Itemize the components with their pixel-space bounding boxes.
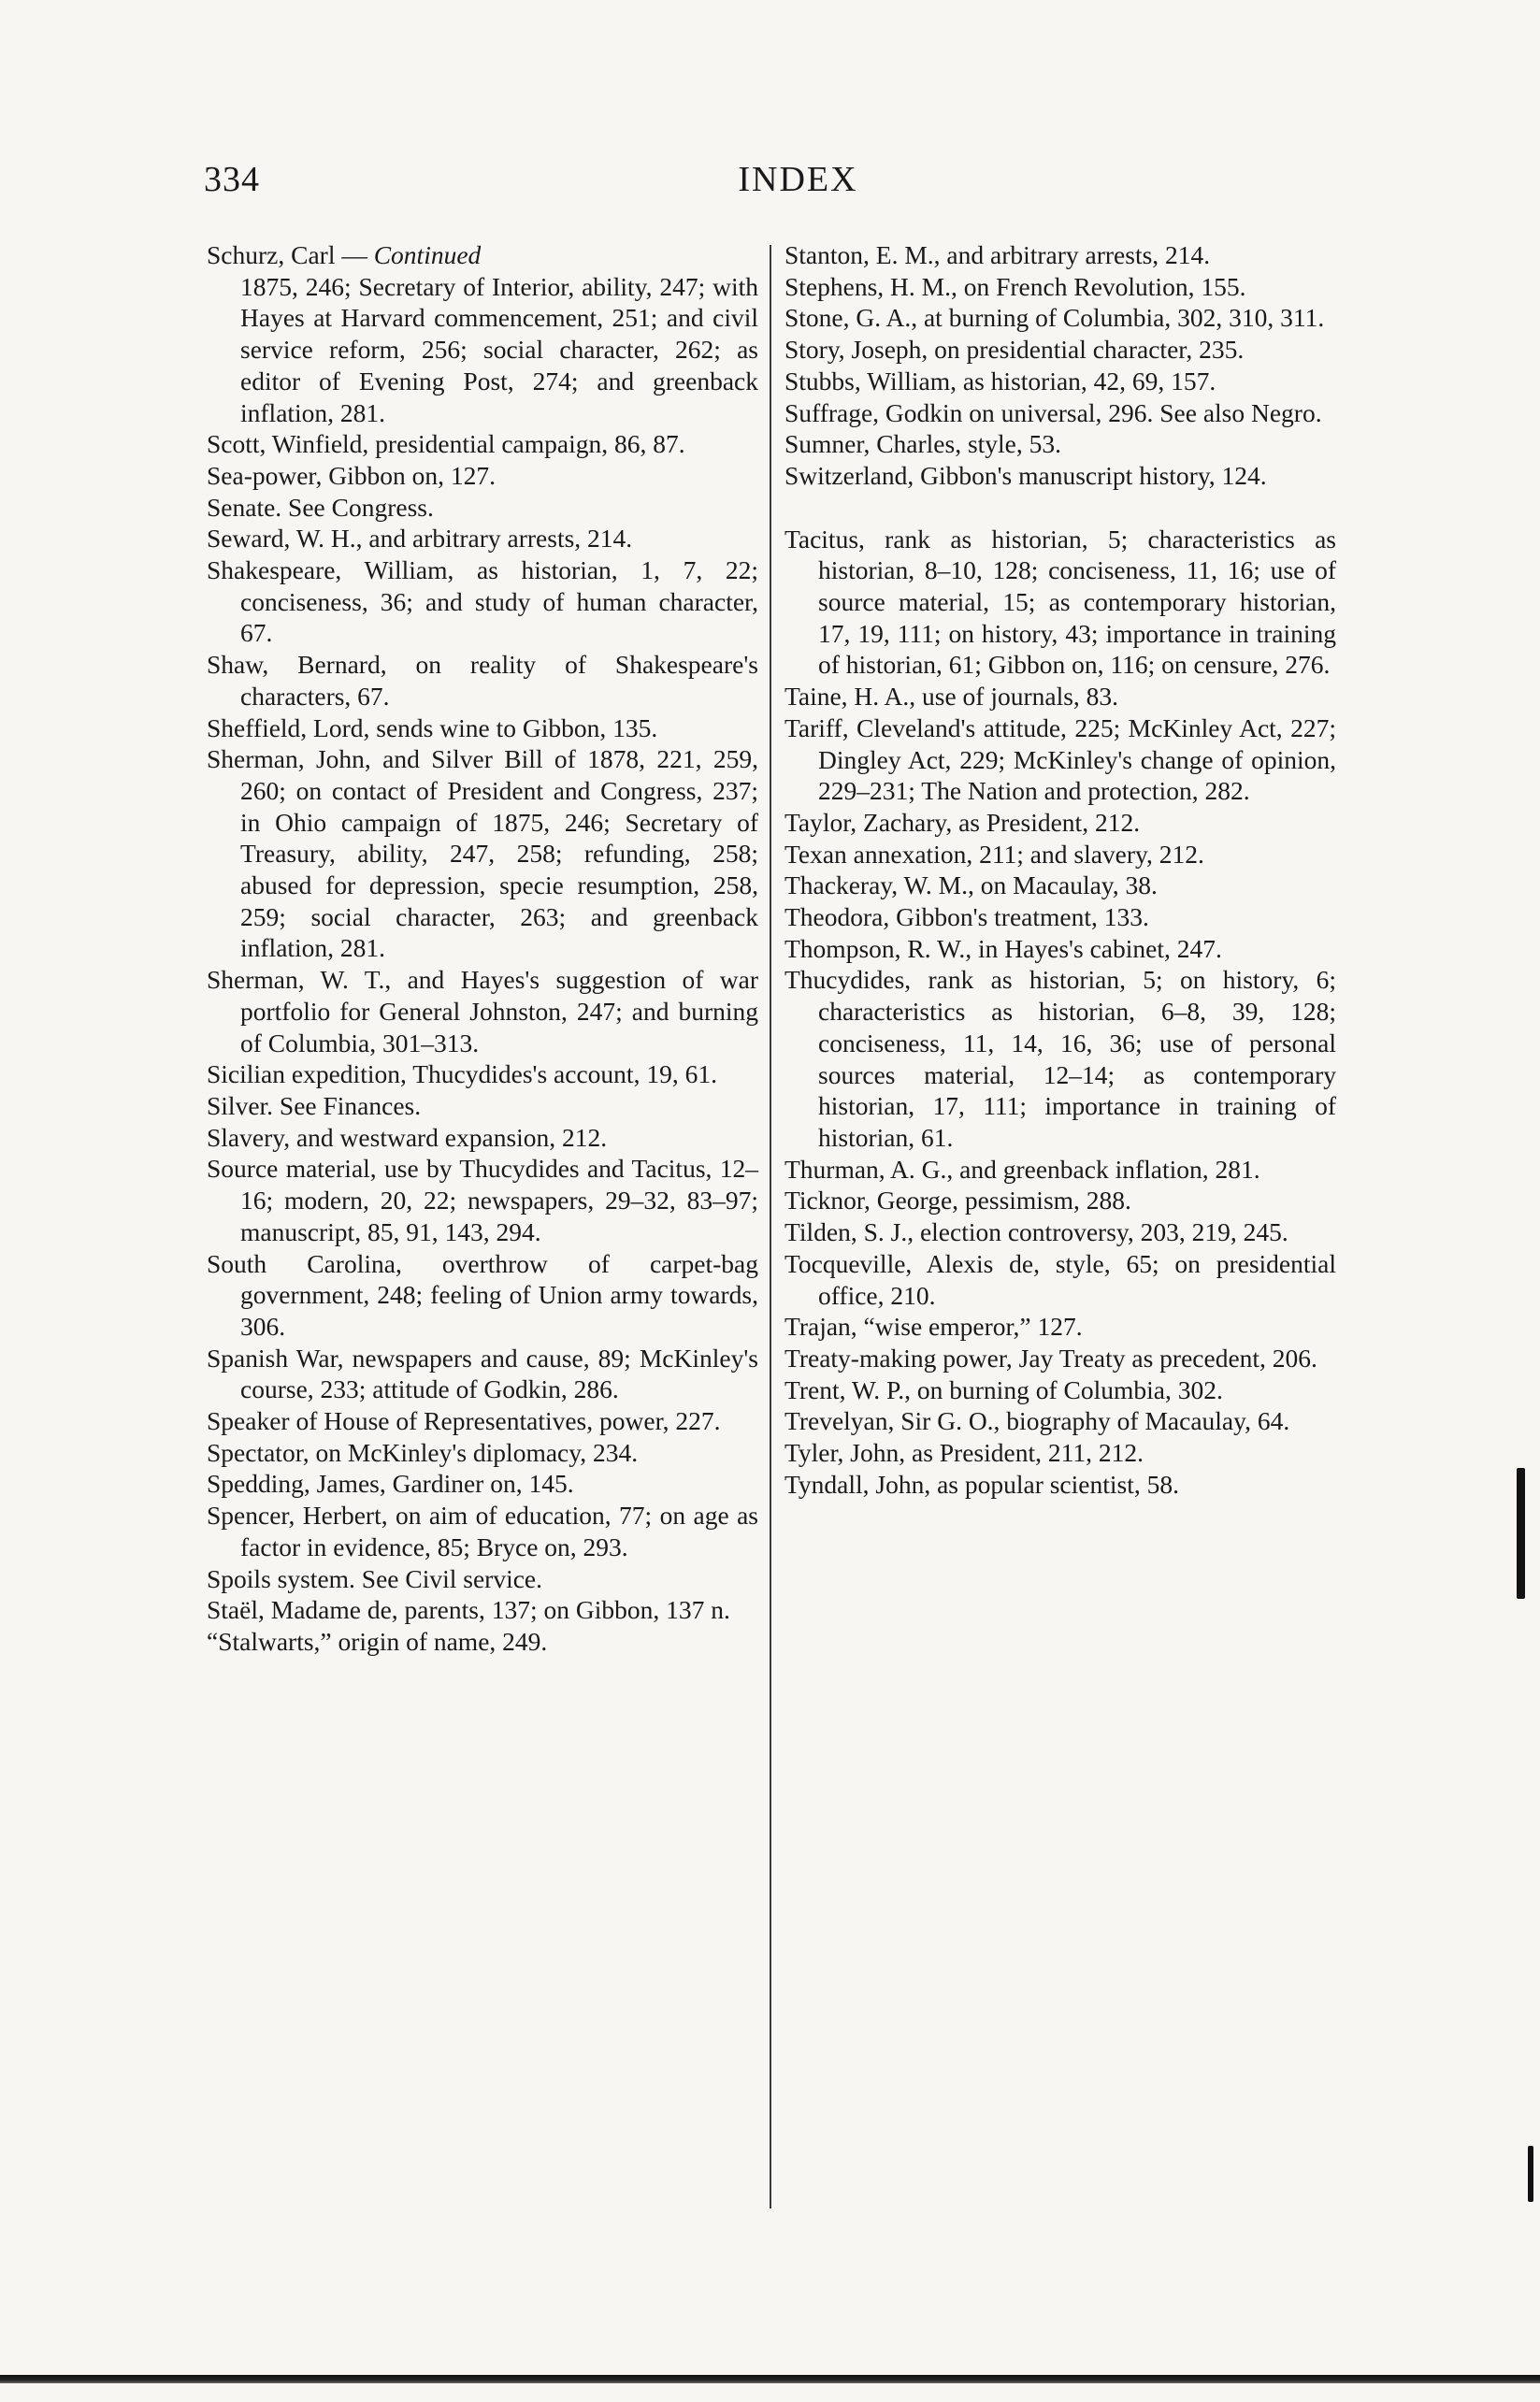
bottom-edge-rule xyxy=(0,2375,1540,2383)
entry-text: Tyler, John, as President, 211, 212. xyxy=(784,1438,1144,1468)
entry-text: Tocqueville, Alexis de, style, 65; on presidential office, 210. xyxy=(784,1248,1336,1310)
index-entry xyxy=(784,1374,1336,1406)
index-entry xyxy=(784,271,1336,303)
index-entry xyxy=(207,1058,758,1090)
index-entry xyxy=(784,1216,1336,1248)
index-column-right xyxy=(784,239,1336,1500)
entry-text: Speaker of House of Representatives, power, 227. xyxy=(207,1406,721,1436)
index-entry xyxy=(784,428,1336,460)
index-entry xyxy=(207,239,758,428)
index-entry xyxy=(207,523,758,554)
entry-text: Spanish War, newspapers and cause, 89; McKinley's course, 233; attitude of Godkin, 286. xyxy=(207,1343,758,1404)
entry-text: Stubbs, William, as historian, 42, 69, 157. xyxy=(784,366,1216,396)
entry-heading: Schurz, Carl — xyxy=(207,240,374,269)
index-entry xyxy=(784,239,1336,271)
index-entry xyxy=(784,1469,1336,1501)
entry-text: Sherman, John, and Silver Bill of 1878, 221, 259, 260; on contact of President and Congress, 237; in Ohio campaign of 1875, 246; Secretary of Treasury, ability, 247, 258; refunding, 258; abused for depression, specie resumption, 258, 259; social character, 263; and greenback inflation, 281. xyxy=(207,744,758,963)
index-entry xyxy=(784,712,1336,807)
entry-text: Silver. See Finances. xyxy=(207,1090,422,1120)
entry-text: Tacitus, rank as historian, 5; characteristics as historian, 8–10, 128; conciseness, 11, 16; use of source material, 15; as contemporary historian, 17, 19, 111; on history, 43; importance in training of historian, 61; Gibbon on, 116; on censure, 276. xyxy=(784,524,1336,680)
entry-text: Spoils system. See Civil service. xyxy=(207,1563,543,1593)
entry-text: Thucydides, rank as historian, 5; on history, 6; characteristics as historian, 6–8, 39, 128; conciseness, 11, 14, 16, 36; use of personal sources material, 12–14; as contemporary historian, 17, 111; importance in training of historian, 61. xyxy=(784,965,1336,1152)
index-entry xyxy=(784,964,1336,1153)
entry-text: Spectator, on McKinley's diplomacy, 234. xyxy=(207,1437,639,1467)
entry-text: Thurman, A. G., and greenback inflation, 281. xyxy=(784,1154,1260,1184)
entry-text: Trent, W. P., on burning of Columbia, 302. xyxy=(784,1374,1223,1404)
scan-edge-mark xyxy=(1528,2146,1533,2202)
entry-text: South Carolina, overthrow of carpet-bag government, 248; feeling of Union army towards, 306. xyxy=(207,1248,758,1341)
index-entry xyxy=(784,524,1336,682)
index-entry xyxy=(784,1437,1336,1469)
index-entry xyxy=(784,302,1336,334)
entry-text: Sumner, Charles, style, 53. xyxy=(784,429,1062,459)
index-entry xyxy=(784,1248,1336,1311)
index-column-left xyxy=(207,239,758,1658)
entry-text: Senate. See Congress. xyxy=(207,492,434,522)
continued-label: Continued xyxy=(373,240,482,269)
index-entry xyxy=(207,1468,758,1500)
index-entry xyxy=(784,807,1336,839)
entry-text: 1875, 246; Secretary of Interior, ability, 247; with Hayes at Harvard commencement, 251; and civil service reform, 256; social character, 262; as editor of Evening Post, 274; and greenback inflation, 281. xyxy=(240,271,758,427)
entry-text: Trajan, “wise emperor,” 127. xyxy=(784,1312,1083,1342)
entry-text: Spedding, James, Gardiner on, 145. xyxy=(207,1469,574,1499)
entry-text: Switzerland, Gibbon's manuscript history, 124. xyxy=(784,460,1267,490)
index-entry xyxy=(784,397,1336,429)
index-entry xyxy=(784,839,1336,870)
entry-text: Theodora, Gibbon's treatment, 133. xyxy=(784,902,1149,932)
entry-text: Taine, H. A., use of journals, 83. xyxy=(784,682,1119,712)
entry-text: Treaty-making power, Jay Treaty as precedent, 206. xyxy=(784,1343,1317,1373)
entry-text: Thackeray, W. M., on Macaulay, 38. xyxy=(784,870,1158,900)
index-entry xyxy=(784,933,1336,965)
index-entry xyxy=(207,649,758,712)
index-entry xyxy=(784,460,1336,492)
entry-text: Sicilian expedition, Thucydides's account, 19, 61. xyxy=(207,1059,717,1089)
index-entry xyxy=(207,1248,758,1343)
index-entry xyxy=(207,1122,758,1154)
running-head: INDEX xyxy=(738,160,858,199)
index-entry xyxy=(207,1405,758,1437)
entry-text: Stanton, E. M., and arbitrary arrests, 214. xyxy=(784,240,1211,269)
entry-text: Stephens, H. M., on French Revolution, 155. xyxy=(784,271,1246,301)
index-entry xyxy=(207,1626,758,1658)
entry-text: Trevelyan, Sir G. O., biography of Macaulay, 64. xyxy=(784,1406,1290,1436)
index-entry xyxy=(207,1090,758,1122)
index-entry xyxy=(784,681,1336,712)
index-entry xyxy=(207,1500,758,1562)
index-entry xyxy=(784,366,1336,397)
entry-text: Shaw, Bernard, on reality of Shakespeare's characters, 67. xyxy=(207,650,758,711)
index-entry xyxy=(784,1185,1336,1216)
index-entry xyxy=(784,1154,1336,1186)
entry-text: Slavery, and westward expansion, 212. xyxy=(207,1122,608,1152)
index-entry xyxy=(207,1594,758,1626)
index-entry xyxy=(784,901,1336,933)
entry-text: Sea-power, Gibbon on, 127. xyxy=(207,460,496,490)
index-entry xyxy=(784,1405,1336,1437)
entry-text: Scott, Winfield, presidential campaign, 86, 87. xyxy=(207,429,685,459)
entry-text: Sheffield, Lord, sends wine to Gibbon, 135. xyxy=(207,712,658,742)
index-entry xyxy=(207,1437,758,1469)
index-entry xyxy=(784,334,1336,366)
entry-text: Taylor, Zachary, as President, 212. xyxy=(784,807,1141,837)
index-entry xyxy=(207,964,758,1058)
page-number: 334 xyxy=(204,160,260,199)
index-entry xyxy=(207,1563,758,1595)
index-entry xyxy=(207,492,758,524)
page-header xyxy=(0,159,1540,215)
entry-text: Tilden, S. J., election controversy, 203, 219, 245. xyxy=(784,1217,1288,1247)
entry-text: Ticknor, George, pessimism, 288. xyxy=(784,1186,1131,1215)
section-gap xyxy=(784,492,1336,524)
index-entry xyxy=(784,1343,1336,1374)
index-entry xyxy=(784,1311,1336,1343)
entry-text: Texan annexation, 211; and slavery, 212. xyxy=(784,839,1204,869)
entry-text: Suffrage, Godkin on universal, 296. See also Negro. xyxy=(784,397,1322,427)
entry-text: Source material, use by Thucydides and Tacitus, 12–16; modern, 20, 22; newspapers, 29–32, 83–97; manuscript, 85, 91, 143, 294. xyxy=(207,1154,758,1246)
entry-text: Story, Joseph, on presidential character, 235. xyxy=(784,335,1245,365)
entry-text: Stone, G. A., at burning of Columbia, 302, 310, 311. xyxy=(784,303,1325,333)
entry-text: “Stalwarts,” origin of name, 249. xyxy=(207,1626,548,1656)
index-entry xyxy=(207,743,758,964)
index-entry xyxy=(207,554,758,649)
index-entry xyxy=(207,1153,758,1247)
entry-text: Spencer, Herbert, on aim of education, 77; on age as factor in evidence, 85; Bryce on, 293. xyxy=(207,1501,758,1561)
column-divider xyxy=(770,245,771,2208)
index-entry xyxy=(207,712,758,744)
entry-text: Shakespeare, William, as historian, 1, 7, 22; conciseness, 36; and study of human character, 67. xyxy=(207,555,758,648)
entry-text: Staël, Madame de, parents, 137; on Gibbon, 137 n. xyxy=(207,1595,730,1625)
entry-text: Sherman, W. T., and Hayes's suggestion of war portfolio for General Johnston, 247; and burning of Columbia, 301–313. xyxy=(207,965,758,1057)
entry-text: Tariff, Cleveland's attitude, 225; McKinley Act, 227; Dingley Act, 229; McKinley's change of opinion, 229–231; The Nation and protection, 282. xyxy=(784,712,1336,806)
index-entry xyxy=(784,870,1336,901)
entry-text: Thompson, R. W., in Hayes's cabinet, 247. xyxy=(784,933,1222,963)
index-entry xyxy=(207,1343,758,1405)
scan-edge-mark xyxy=(1517,1468,1525,1599)
entry-text: Seward, W. H., and arbitrary arrests, 214. xyxy=(207,524,633,554)
entry-text: Tyndall, John, as popular scientist, 58. xyxy=(784,1469,1179,1499)
index-entry xyxy=(207,460,758,492)
index-entry xyxy=(207,428,758,460)
